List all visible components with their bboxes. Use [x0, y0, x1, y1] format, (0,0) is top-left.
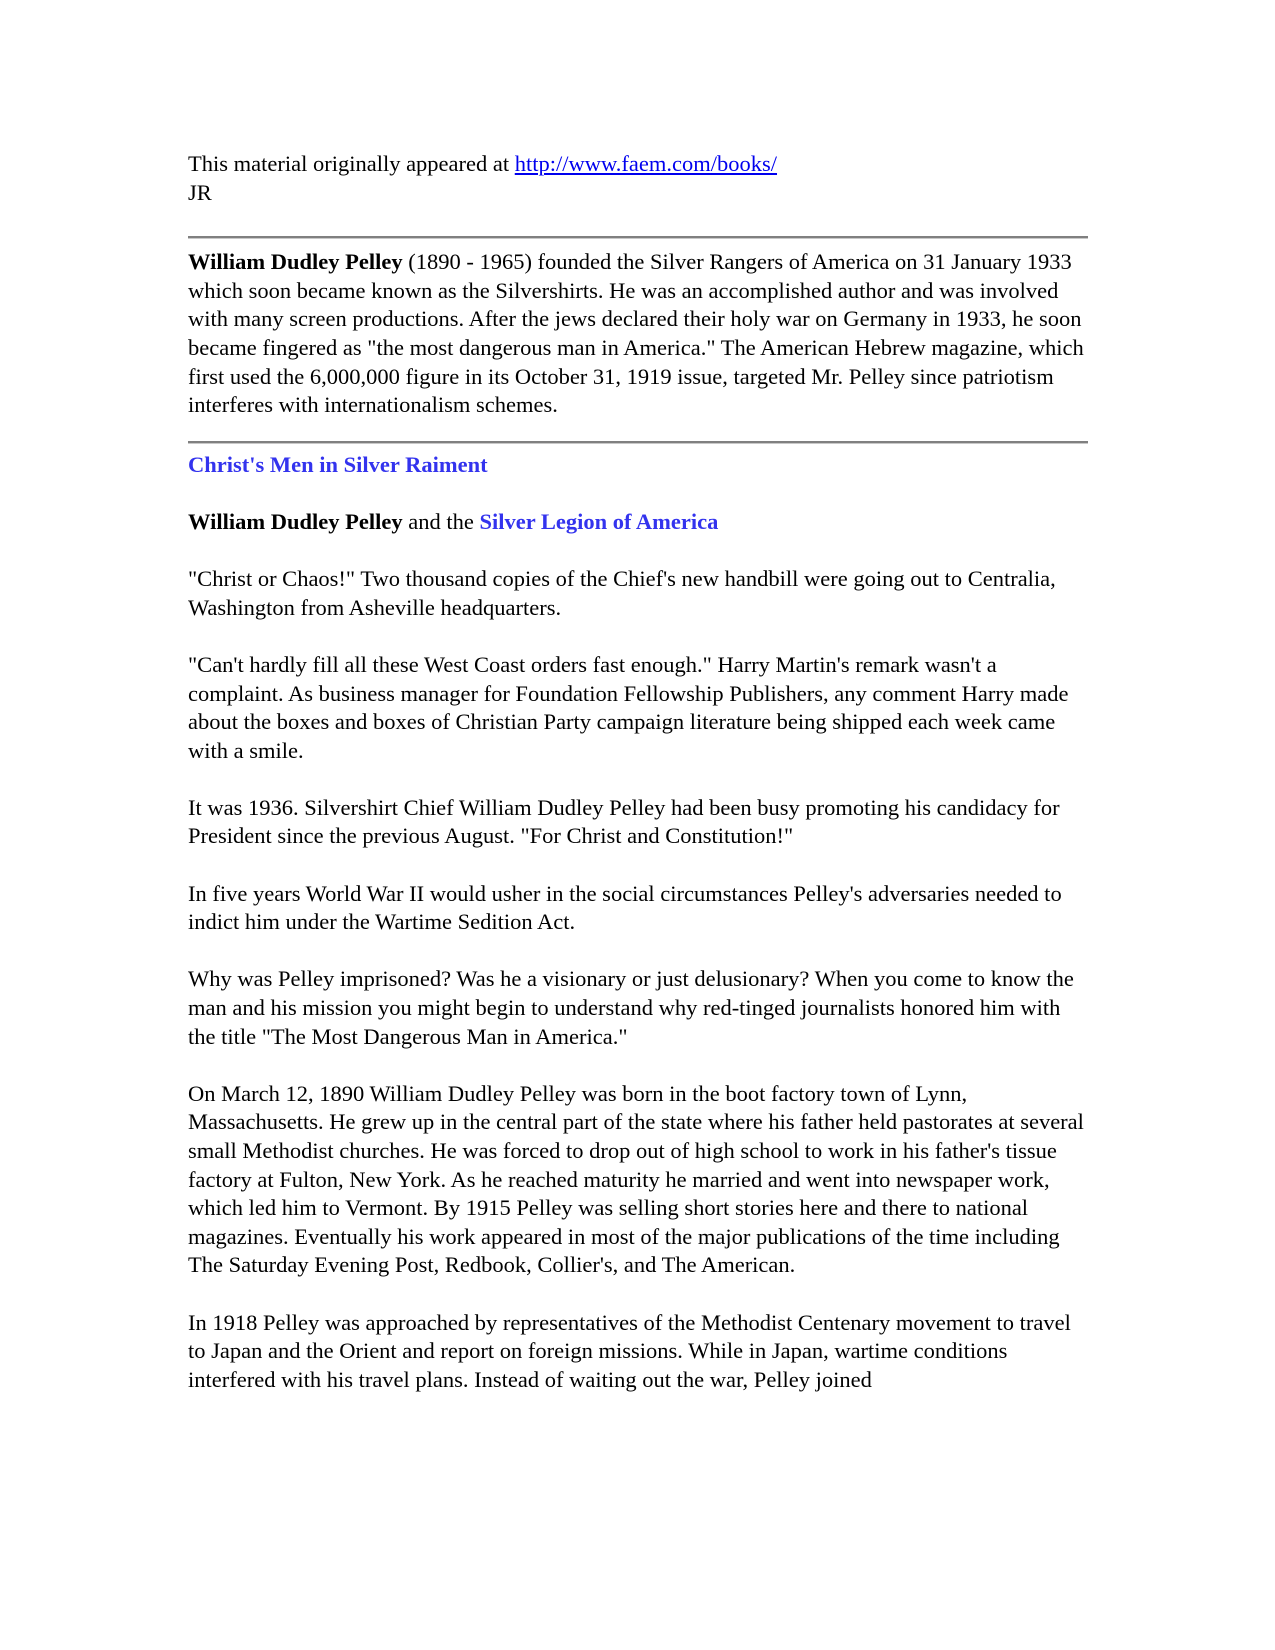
subtitle-connector: and the	[402, 508, 480, 534]
article-paragraph-2: "Can't hardly fill all these West Coast orders fast enough." Harry Martin's remark wasn't a complaint. As business manager for Foundation Fellowship Publishers, any comment Harry made about the boxes and boxes of Christian Party campaign literature being shipped each week came with a smile.	[188, 651, 1069, 763]
bio-text: (1890 - 1965) founded the Silver Rangers of America on 31 January 1933 which soon became known as the Silvershirts. He was an accomplished author and was involved with many screen productions. After the jews declared their holy war on Germany in 1933, he soon became fingered as "the most dangerous man in America." The American Hebrew magazine, which first used the 6,000,000 figure in its October 31, 1919 issue, targeted Mr. Pelley since patriotism interferes with internationalism schemes.	[188, 249, 1084, 418]
article-paragraph-1: "Christ or Chaos!" Two thousand copies of the Chief's new handbill were going out to Centralia, Washington from Asheville headquarters.	[188, 566, 1056, 620]
horizontal-rule-bottom	[188, 441, 1088, 444]
article-paragraph-3: It was 1936. Silvershirt Chief William Dudley Pelley had been busy promoting his candidacy for President since the previous August. "For Christ and Constitution!"	[188, 794, 1060, 849]
article-paragraph-7: In 1918 Pelley was approached by representatives of the Methodist Centenary movement to travel to Japan and the Orient and report on foreign missions. While in Japan, wartime conditions interfered with his travel plans. Instead of waiting out the war, Pelley joined	[188, 1309, 1071, 1392]
article-paragraph-6: On March 12, 1890 William Dudley Pelley was born in the boot factory town of Lynn, Massachusetts. He grew up in the central part of the state where his father held pastorates at several small Methodist churches. He was forced to drop out of high school to work in his father's tissue factory at Fulton, New York. As he reached maturity he married and went into newspaper work, which led him to Vermont. By 1915 Pelley was selling short stories here and there to national magazines. Eventually his work appeared in most of the major publications of the time including The Saturday Evening Post, Redbook, Collier's, and The American.	[188, 1080, 1084, 1278]
article-subtitle	[188, 508, 1088, 537]
bio-paragraph	[188, 248, 1088, 420]
source-line	[188, 150, 1088, 179]
article-paragraph-4: In five years World War II would usher in the social circumstances Pelley's adversaries needed to indict him under the Wartime Sedition Act.	[188, 880, 1062, 935]
bio-name: William Dudley Pelley	[188, 249, 403, 275]
source-link[interactable]: http://www.faem.com/books/	[514, 151, 778, 176]
source-intro-text: This material originally appeared at	[188, 151, 515, 176]
document-page	[188, 150, 1088, 1394]
horizontal-rule-top	[188, 236, 1088, 239]
subtitle-name: William Dudley Pelley	[188, 508, 403, 534]
article-title: Christ's Men in Silver Raiment	[188, 451, 488, 477]
article-paragraph-5: Why was Pelley imprisoned? Was he a visionary or just delusionary? When you come to know the man and his mission you might begin to understand why red-tinged journalists honored him with the title "The Most Dangerous Man in America."	[188, 966, 1074, 1049]
subtitle-org: Silver Legion of America	[479, 508, 719, 534]
initials: JR	[188, 179, 212, 205]
